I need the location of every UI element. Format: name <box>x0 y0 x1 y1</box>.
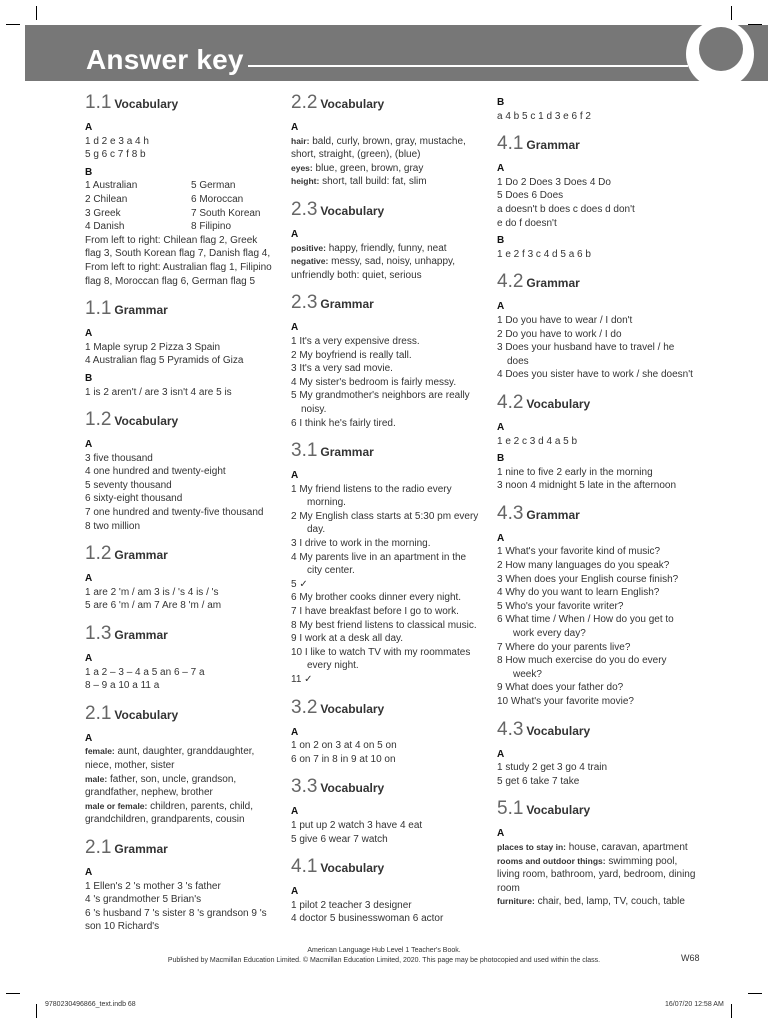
section-number: 4.2 <box>497 271 524 293</box>
section-name: Vocabulary <box>526 396 591 411</box>
section-name: Vocabulary <box>320 861 385 876</box>
section-title <box>85 298 275 323</box>
category-label: rooms and outdoor things: <box>497 855 606 866</box>
section-title <box>497 392 697 417</box>
part-label: A <box>85 732 93 744</box>
section-name: Grammar <box>320 445 374 460</box>
answer-line: 7 Where do your parents live? <box>497 641 631 653</box>
answer-line: 4 one hundred and twenty-eight <box>85 466 226 478</box>
section-number: 1.1 <box>85 298 112 320</box>
part-label: B <box>85 372 93 384</box>
section-title <box>497 271 697 296</box>
crop-mark <box>36 6 37 20</box>
answer-section <box>85 298 275 399</box>
category-answers: children, parents, child, grandchildren, grandparents, cousin <box>85 800 253 826</box>
category-answers: father, son, uncle, grandson, grandfather, nephew, brother <box>85 773 237 799</box>
answer-line: 1 nine to five 2 early in the morning <box>497 466 653 478</box>
answer-cell: 4 Danish <box>85 221 125 233</box>
part-label: B <box>497 235 505 247</box>
section-number: 1.2 <box>85 543 112 565</box>
category-answers: chair, bed, lamp, TV, couch, table <box>537 896 685 908</box>
crop-mark <box>731 6 732 20</box>
answer-line: 6 I think he's fairly tired. <box>291 417 396 429</box>
section-name: Grammar <box>320 297 374 312</box>
answer-section <box>291 856 483 926</box>
category-answers: short, tall build: fat, slim <box>322 176 427 188</box>
answer-line: 4 Australian flag 5 Pyramids of Giza <box>85 355 244 367</box>
answer-line: 6 What time / When / How do you get to work every day? <box>497 614 674 640</box>
answer-line: 5 My grandmother's neighbors are really noisy. <box>291 390 470 415</box>
answer-line: 6 's husband 7 's sister 8 's grandson 9 's son 10 Richard's <box>85 907 267 933</box>
part-label: A <box>85 573 93 585</box>
section-title <box>497 503 697 528</box>
answer-section <box>85 92 275 288</box>
tagged-line <box>497 855 697 896</box>
tagged-line <box>497 895 697 909</box>
part-label: B <box>497 97 505 108</box>
answer-line: 1 on 2 on 3 at 4 on 5 on <box>291 740 397 752</box>
part-label: A <box>291 470 299 482</box>
file-slug: 9780230496866_text.indb 68 <box>45 1001 136 1008</box>
tagged-line <box>291 175 483 189</box>
answer-line: 1 is 2 aren't / are 3 isn't 4 are 5 is <box>85 386 232 398</box>
crop-mark <box>36 1004 37 1018</box>
answer-section <box>497 719 697 789</box>
section-title <box>85 837 275 862</box>
section-title <box>85 703 275 728</box>
part-label: A <box>85 122 93 133</box>
page-number: W68 <box>681 953 700 963</box>
category-answers: blue, green, brown, gray <box>315 162 424 174</box>
answer-line: 1 a 2 – 3 – 4 a 5 an 6 – 7 a <box>85 666 205 678</box>
section-title <box>291 440 483 465</box>
crop-mark <box>748 993 762 994</box>
answer-section <box>497 503 697 709</box>
answer-line: From left to right: Australian flag 1, Filipino flag 8, Moroccan flag 6, German flag 5 <box>85 261 272 287</box>
answer-cell: 7 South Korean <box>191 207 261 219</box>
answer-cell: 6 Moroccan <box>191 193 244 205</box>
section-name: Vocabulary <box>114 97 179 111</box>
answer-line: 10 What's your favorite movie? <box>497 696 634 707</box>
section-number: 3.1 <box>291 440 318 462</box>
section-name: Grammar <box>114 628 168 643</box>
section-title <box>291 292 483 317</box>
answer-line: 2 My English class starts at 5:30 pm every day. <box>291 510 479 536</box>
answer-section <box>497 96 697 123</box>
answer-line: 4 Why do you want to learn English? <box>497 587 660 599</box>
answer-line: 9 What does your father do? <box>497 682 624 694</box>
crop-mark <box>6 24 20 25</box>
answer-line: 1 e 2 c 3 d 4 a 5 b <box>497 435 578 447</box>
category-label: male: <box>85 773 108 784</box>
section-title <box>291 697 483 722</box>
answer-line: 5 Who's your favorite writer? <box>497 600 624 612</box>
section-name: Vocabulary <box>526 723 591 738</box>
answer-line: 9 I work at a desk all day. <box>291 633 404 645</box>
category-label: male or female: <box>85 800 148 811</box>
section-name: Vocabulary <box>320 97 385 111</box>
part-label: A <box>291 806 299 818</box>
answer-line: 1 Ellen's 2 's mother 3 's father <box>85 880 221 892</box>
crop-mark <box>731 1004 732 1018</box>
header-circle-icon <box>699 27 743 71</box>
section-number: 4.1 <box>497 133 524 155</box>
section-title <box>85 409 275 434</box>
section-title <box>291 92 483 117</box>
answer-line: 8 two million <box>85 520 141 532</box>
section-number: 4.1 <box>291 856 318 878</box>
section-number: 2.3 <box>291 198 318 220</box>
part-label: A <box>85 653 93 665</box>
category-answers: swimming pool, living room, bathroom, yard, bedroom, dining room <box>497 855 696 894</box>
answer-section <box>291 292 483 430</box>
answer-section <box>291 199 483 282</box>
answer-section <box>85 703 275 827</box>
page-title: Answer key <box>86 44 244 75</box>
part-label: A <box>497 163 505 175</box>
answer-line: 4 Does you sister have to work / she doesn't <box>497 369 693 381</box>
tagged-line <box>85 773 275 800</box>
answer-line: 1 Do 2 Does 3 Does 4 Do <box>497 176 611 188</box>
answer-line: 2 Do you have to work / I do <box>497 328 622 340</box>
answer-grid <box>85 179 275 233</box>
section-name: Vocabulary <box>320 203 385 218</box>
answer-line: 1 study 2 get 3 go 4 train <box>497 762 608 774</box>
section-title <box>497 133 697 158</box>
category-answers: messy, sad, noisy, unhappy, unfriendly both: quiet, serious <box>291 256 456 281</box>
answer-line: 3 Does your husband have to travel / he does <box>497 342 675 367</box>
section-number: 1.1 <box>85 92 112 113</box>
answer-line: 8 My best friend listens to classical music. <box>291 619 477 631</box>
section-number: 1.3 <box>85 623 112 645</box>
category-answers: bald, curly, brown, gray, mustache, short, straight, (green), (blue) <box>291 135 466 161</box>
answer-line: 1 put up 2 watch 3 have 4 eat <box>291 819 423 831</box>
section-name: Vocabulary <box>114 414 179 429</box>
answer-line: 5 get 6 take 7 take <box>497 775 580 787</box>
answer-section <box>291 697 483 767</box>
category-label: negative: <box>291 256 329 267</box>
tagged-line <box>291 242 483 256</box>
answer-line: 1 My friend listens to the radio every morning. <box>291 483 452 509</box>
category-label: furniture: <box>497 896 535 907</box>
section-number: 4.2 <box>497 391 524 413</box>
section-title <box>497 798 697 823</box>
answer-line: 7 I have breakfast before I go to work. <box>291 606 459 618</box>
answer-cell: 5 German <box>191 180 236 192</box>
part-label: A <box>497 301 505 313</box>
section-number: 4.3 <box>497 718 524 740</box>
crop-mark <box>6 993 20 994</box>
answer-line: 8 How much exercise do you do every week? <box>497 655 667 680</box>
answer-line: From left to right: Chilean flag 2, Greek flag 3, South Korean flag 7, Danish flag 4, <box>85 234 271 260</box>
date-slug: 16/07/20 12:58 AM <box>665 1001 724 1008</box>
tagged-line <box>291 162 483 176</box>
answer-line: 5 ✓ <box>291 578 308 590</box>
part-label: A <box>291 228 299 240</box>
answer-line: 1 It's a very expensive dress. <box>291 335 420 347</box>
answer-section <box>85 623 275 693</box>
section-title <box>291 199 483 224</box>
answer-line: 5 are 6 'm / am 7 Are 8 'm / am <box>85 600 222 612</box>
category-label: hair: <box>291 135 310 146</box>
answer-line: 5 g 6 c 7 f 8 b <box>85 149 146 161</box>
category-label: female: <box>85 746 115 757</box>
answer-column-2 <box>291 92 483 936</box>
section-name: Vocabulary <box>320 701 385 716</box>
category-label: height: <box>291 176 320 187</box>
part-label: A <box>85 328 93 340</box>
answer-line: 4 My sister's bedroom is fairly messy. <box>291 376 457 388</box>
answer-line: 5 give 6 wear 7 watch <box>291 833 388 845</box>
answer-section <box>85 837 275 934</box>
answer-cell: 1 Australian <box>85 180 138 192</box>
section-number: 2.1 <box>85 702 112 724</box>
answer-cell: 8 Filipino <box>191 221 232 233</box>
answer-section <box>85 409 275 533</box>
answer-line: 5 seventy thousand <box>85 479 172 491</box>
answer-cell: 2 Chilean <box>85 193 128 205</box>
answer-line: 1 What's your favorite kind of music? <box>497 546 661 558</box>
section-name: Grammar <box>526 507 580 522</box>
part-label: A <box>291 322 299 334</box>
answer-section <box>85 543 275 613</box>
tagged-line <box>291 255 483 282</box>
answer-line: 2 My boyfriend is really tall. <box>291 349 412 361</box>
section-name: Grammar <box>114 303 168 318</box>
section-name: Grammar <box>526 276 580 291</box>
answer-line: 1 e 2 f 3 c 4 d 5 a 6 b <box>497 248 591 260</box>
answer-section <box>497 392 697 493</box>
answer-section <box>497 271 697 382</box>
section-name: Grammar <box>114 548 168 563</box>
footer-line-2: Published by Macmillan Education Limited. © Macmillan Education Limited, 2020. This page may be photocopied and used within the class. <box>167 957 601 964</box>
answer-line: 4 My parents live in an apartment in the city center. <box>291 551 467 577</box>
answer-line: 2 How many languages do you speak? <box>497 560 670 572</box>
answer-line: 3 five thousand <box>85 452 153 464</box>
answer-line: 5 Does 6 Does <box>497 190 564 202</box>
section-name: Vocabulary <box>526 803 591 818</box>
answer-line: 3 noon 4 midnight 5 late in the afternoon <box>497 480 677 492</box>
answer-line: 7 one hundred and twenty-five thousand <box>85 507 264 519</box>
category-answers: house, caravan, apartment <box>568 841 688 853</box>
answer-section <box>497 133 697 261</box>
answer-line: 8 – 9 a 10 a 11 a <box>85 680 160 692</box>
section-number: 3.3 <box>291 776 318 798</box>
part-label: B <box>497 453 505 465</box>
section-title <box>497 719 697 744</box>
tagged-line <box>85 745 275 772</box>
category-answers: happy, friendly, funny, neat <box>328 242 447 254</box>
part-label: A <box>85 866 93 878</box>
part-label: A <box>497 828 505 840</box>
answer-line: e do f doesn't <box>497 217 557 229</box>
category-label: eyes: <box>291 162 313 173</box>
answer-line: 3 I drive to work in the morning. <box>291 538 431 550</box>
answer-line: 6 sixty-eight thousand <box>85 493 183 505</box>
answer-line: 4 doctor 5 businesswoman 6 actor <box>291 913 444 925</box>
answer-line: 3 When does your English course finish? <box>497 573 679 585</box>
section-title <box>291 776 483 801</box>
header-rule <box>248 65 688 67</box>
category-label: places to stay in: <box>497 841 566 852</box>
section-number: 2.2 <box>291 92 318 113</box>
answer-line: 1 Maple syrup 2 Pizza 3 Spain <box>85 341 221 353</box>
part-label: A <box>291 726 299 738</box>
answer-section <box>291 92 483 189</box>
part-label: A <box>291 886 299 898</box>
section-name: Grammar <box>526 138 580 153</box>
answer-cell: 3 Greek <box>85 207 121 219</box>
section-number: 2.3 <box>291 292 318 314</box>
section-number: 2.1 <box>85 836 112 858</box>
category-label: positive: <box>291 242 326 253</box>
part-label: A <box>85 439 93 451</box>
section-title <box>291 856 483 881</box>
answer-line: a doesn't b does c does d don't <box>497 203 635 215</box>
section-name: Grammar <box>114 841 168 856</box>
section-name: Vocabualry <box>320 781 385 796</box>
answer-line: 6 My brother cooks dinner every night. <box>291 592 462 604</box>
section-number: 3.2 <box>291 696 318 718</box>
answer-section <box>291 440 483 687</box>
answer-line: 3 It's a very sad movie. <box>291 363 393 375</box>
answer-line: 1 Do you have to wear / I don't <box>497 314 633 326</box>
section-number: 1.2 <box>85 409 112 431</box>
part-label: A <box>497 748 505 760</box>
answer-line: 10 I like to watch TV with my roommates every night. <box>291 646 471 672</box>
tagged-line <box>85 800 275 827</box>
answer-section <box>497 798 697 909</box>
tagged-line <box>291 135 483 162</box>
answer-line: 1 d 2 e 3 a 4 h <box>85 135 149 147</box>
answer-line: 1 are 2 'm / am 3 is / 's 4 is / 's <box>85 586 219 598</box>
answer-line: a 4 b 5 c 1 d 3 e 6 f 2 <box>497 110 591 122</box>
part-label: A <box>497 532 505 544</box>
answer-column-3 <box>497 92 697 919</box>
footer <box>0 946 768 966</box>
answer-line: 4 's grandmother 5 Brian's <box>85 894 202 906</box>
section-name: Vocabulary <box>114 707 179 722</box>
answer-line: 11 ✓ <box>291 674 313 685</box>
section-title <box>85 543 275 568</box>
part-label: A <box>497 421 505 433</box>
answer-section <box>291 776 483 846</box>
part-label: A <box>291 122 299 133</box>
answer-line: 6 on 7 in 8 in 9 at 10 on <box>291 753 396 765</box>
section-title <box>85 623 275 648</box>
category-answers: aunt, daughter, granddaughter, niece, mother, sister <box>85 746 255 771</box>
answer-column-1 <box>85 92 275 944</box>
section-number: 4.3 <box>497 502 524 524</box>
answer-line: 1 pilot 2 teacher 3 designer <box>291 899 412 911</box>
section-title <box>85 92 275 117</box>
part-label: B <box>85 166 93 178</box>
section-number: 5.1 <box>497 798 524 820</box>
footer-line-1: American Language Hub Level 1 Teacher's Book. <box>307 947 461 954</box>
tagged-line <box>497 841 697 855</box>
